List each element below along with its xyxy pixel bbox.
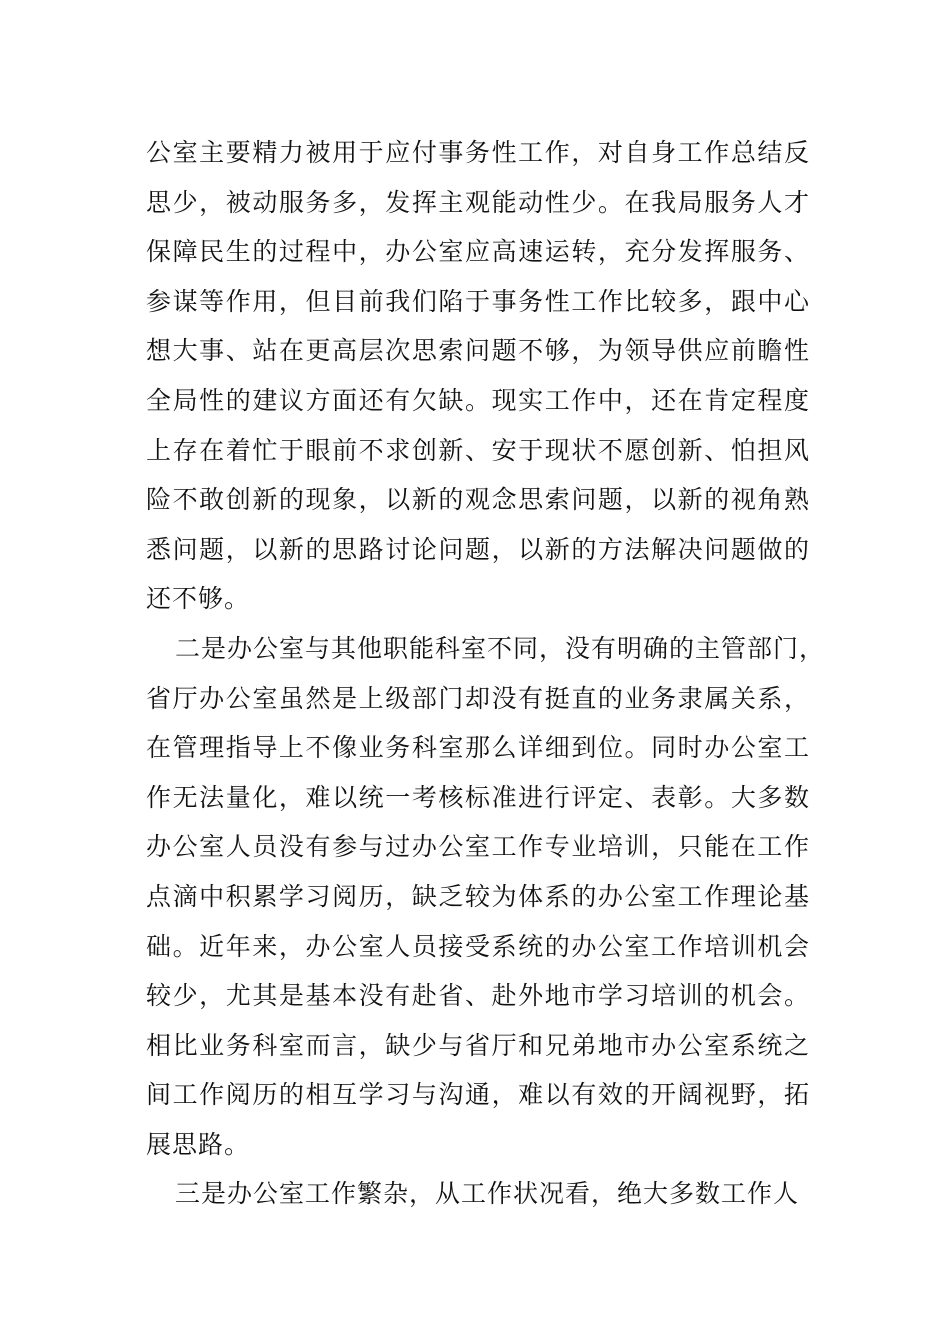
text-line: 思少，被动服务多，发挥主观能动性少。在我局服务人才 <box>146 187 810 217</box>
text-line: 上存在着忙于眼前不求创新、安于现状不愿创新、怕担风 <box>146 435 810 465</box>
text-line: 展思路。 <box>146 1129 251 1159</box>
text-line: 省厅办公室虽然是上级部门却没有挺直的业务隶属关系， <box>146 683 810 713</box>
text-line: 办公室人员没有参与过办公室工作专业培训，只能在工作 <box>146 832 810 862</box>
text-line: 较少，尤其是基本没有赴省、赴外地市学习培训的机会。 <box>146 981 810 1011</box>
text-line: 间工作阅历的相互学习与沟通，难以有效的开阔视野，拓 <box>146 1080 810 1110</box>
text-line: 想大事、站在更高层次思索问题不够，为领导供应前瞻性 <box>146 336 810 366</box>
text-line: 作无法量化，难以统一考核标准进行评定、表彰。大多数 <box>146 782 810 812</box>
text-line: 础。近年来，办公室人员接受系统的办公室工作培训机会 <box>146 931 810 961</box>
text-line: 悉问题，以新的思路讨论问题，以新的方法解决问题做的 <box>146 534 810 564</box>
text-line: 保障民生的过程中，办公室应高速运转，充分发挥服务、 <box>146 237 810 267</box>
paragraph-3 <box>146 1169 810 1219</box>
text-line: 参谋等作用，但目前我们陷于事务性工作比较多，跟中心 <box>146 286 810 316</box>
text-line: 在管理指导上不像业务科室那么详细到位。同时办公室工 <box>146 733 810 763</box>
paragraph-2 <box>146 624 826 1170</box>
text-line: 相比业务科室而言，缺少与省厅和兄弟地市办公室系统之 <box>146 1030 810 1060</box>
document-body <box>146 128 826 1219</box>
paragraph-1 <box>146 128 810 624</box>
text-line: 二是办公室与其他职能科室不同，没有明确的主管部门， <box>175 633 826 663</box>
text-line: 险不敢创新的现象，以新的观念思索问题，以新的视角熟 <box>146 485 810 515</box>
text-line: 公室主要精力被用于应付事务性工作，对自身工作总结反 <box>146 138 810 167</box>
text-line: 三是办公室工作繁杂，从工作状况看，绝大多数工作人 <box>175 1179 800 1209</box>
text-line: 点滴中积累学习阅历，缺乏较为体系的办公室工作理论基 <box>146 881 810 911</box>
text-line: 还不够。 <box>146 584 251 614</box>
text-line: 全局性的建议方面还有欠缺。现实工作中，还在肯定程度 <box>146 385 810 415</box>
